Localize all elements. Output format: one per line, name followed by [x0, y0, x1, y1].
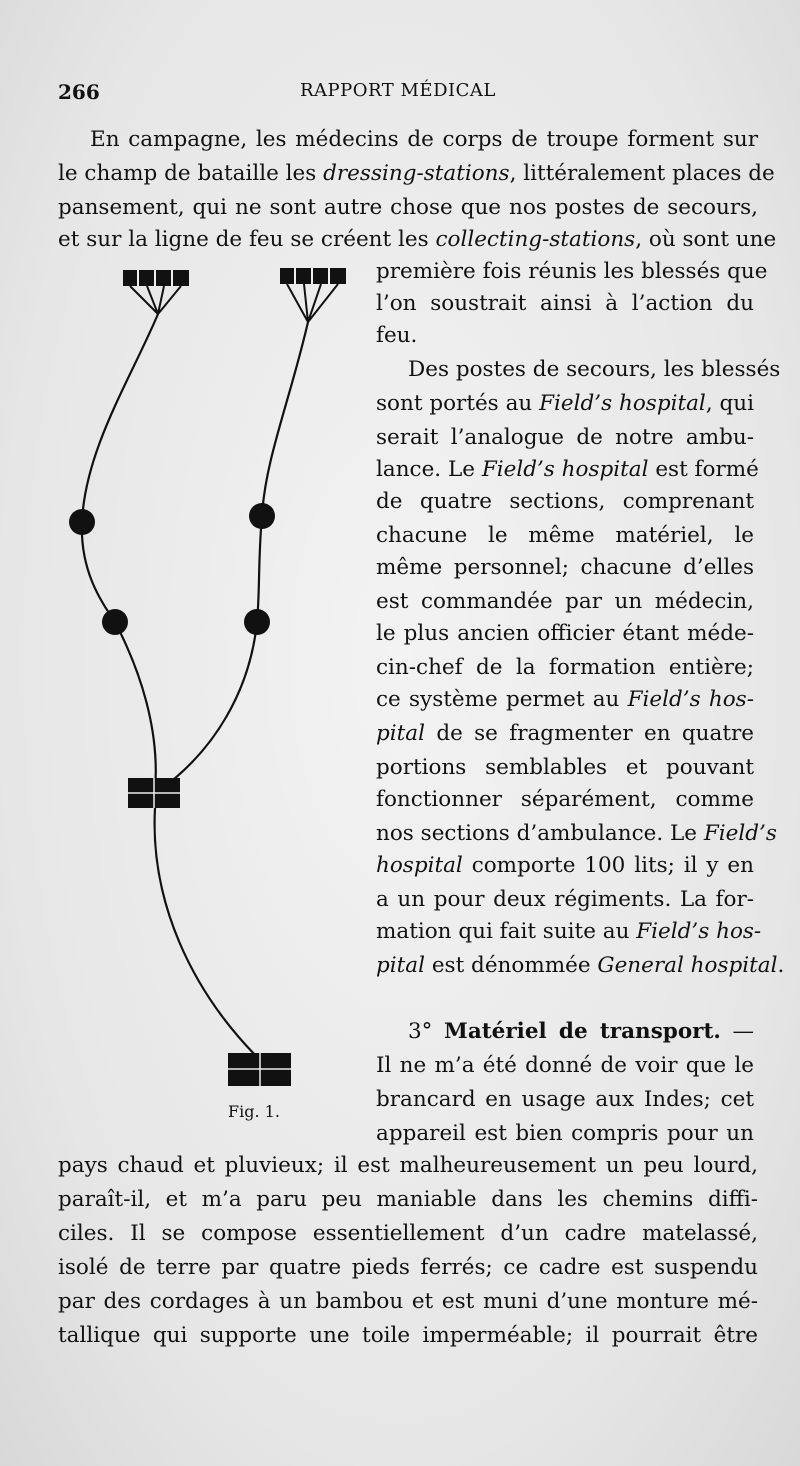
text-segment: Field’s hos-: [636, 919, 762, 944]
text-segment: pansement, qui ne sont autre chose que nos postes de secours,: [58, 195, 758, 220]
text-segment: Field’s: [703, 821, 777, 846]
dressing-station-right: [280, 268, 346, 322]
general-hospital: [228, 1053, 291, 1086]
text-segment: portions semblables et pouvant: [376, 755, 754, 780]
text-segment: est formé: [648, 457, 759, 482]
running-title: RAPPORT MÉDICAL: [300, 80, 496, 101]
text-segment: hospital: [376, 853, 463, 878]
text-segment: cin-chef de la formation entière;: [376, 655, 754, 680]
text-segment: Matériel de transport.: [444, 1019, 721, 1044]
text-segment: est dénommée: [424, 953, 598, 978]
collecting-station-right-1: [249, 503, 275, 529]
text-segment: Field’s hos-: [627, 687, 754, 712]
text-segment: paraît-il, et m’a paru peu maniable dans les chemins diffi-: [58, 1187, 758, 1212]
text-segment: par des cordages à un bambou et est muni d’une monture mé-: [58, 1289, 758, 1314]
figure-caption: Fig. 1.: [228, 1102, 280, 1121]
text-segment: est commandée par un médecin,: [376, 589, 754, 614]
text-segment: —: [720, 1019, 755, 1044]
text-segment: de se fragmenter en quatre: [424, 721, 754, 746]
text-segment: tallique qui supporte une toile imperméable; il pourrait être: [58, 1323, 758, 1348]
text-segment: 3°: [408, 1019, 445, 1044]
collecting-station-left-1: [69, 509, 95, 535]
text-segment: et sur la ligne de feu se créent les: [58, 227, 436, 252]
text-segment: pital: [376, 953, 425, 978]
text-segment: isolé de terre par quatre pieds ferrés; ce cadre est suspendu: [58, 1255, 758, 1280]
text-segment: General hospital: [597, 953, 778, 978]
text-segment: Des postes de secours, les blessés: [408, 357, 781, 382]
right-route: [160, 322, 308, 790]
text-segment: chacune le même matériel, le: [376, 523, 754, 548]
text-segment: même personnel; chacune d’elles: [376, 555, 754, 580]
text-segment: , littéralement places de: [509, 161, 775, 186]
text-segment: fonctionner séparément, comme: [376, 787, 754, 812]
text-segment: a un pour deux régiments. La for-: [376, 887, 754, 912]
text-segment: En campagne, les médecins de corps de troupe forment sur: [90, 127, 758, 152]
text-segment: ce système permet au: [376, 687, 628, 712]
text-segment: l’on soustrait ainsi à l’action du: [376, 291, 754, 316]
text-segment: lance. Le: [376, 457, 482, 482]
text-segment: appareil est bien compris pour un: [376, 1121, 754, 1146]
text-segment: , qui: [705, 391, 754, 416]
text-segment: dressing-stations: [323, 161, 510, 186]
collecting-station-right-2: [244, 609, 270, 635]
trunk-route: [155, 808, 260, 1060]
text-segment: comporte 100 lits; il y en: [462, 853, 754, 878]
text-segment: serait l’analogue de notre ambu-: [376, 425, 754, 450]
text-segment: mation qui fait suite au: [376, 919, 637, 944]
left-route: [82, 314, 158, 790]
text-segment: Field’s hospital: [481, 457, 649, 482]
text-segment: Field’s hospital: [539, 391, 706, 416]
text-segment: Il ne m’a été donné de voir que le: [376, 1053, 754, 1078]
text-segment: pital: [376, 721, 425, 746]
text-segment: de quatre sections, comprenant: [376, 489, 754, 514]
text-segment: le plus ancien officier étant méde-: [376, 621, 754, 646]
collecting-station-left-2: [102, 609, 128, 635]
text-segment: le champ de bataille les: [58, 161, 324, 186]
text-segment: brancard en usage aux Indes; cet: [376, 1087, 754, 1112]
text-segment: ciles. Il se compose essentiellement d’un cadre matelassé,: [58, 1221, 758, 1246]
page-number: 266: [58, 80, 100, 104]
text-segment: .: [777, 953, 785, 978]
text-segment: nos sections d’ambulance. Le: [376, 821, 704, 846]
text-segment: sont portés au: [376, 391, 540, 416]
field-hospital: [128, 778, 180, 808]
text-segment: première fois réunis les blessés que: [376, 259, 768, 284]
text-segment: feu.: [376, 323, 418, 348]
text-segment: pays chaud et pluvieux; il est malheureusement un peu lourd,: [58, 1153, 758, 1178]
text-segment: collecting-stations: [435, 227, 636, 252]
text-segment: , où sont une: [635, 227, 777, 252]
dressing-station-left: [123, 270, 189, 314]
